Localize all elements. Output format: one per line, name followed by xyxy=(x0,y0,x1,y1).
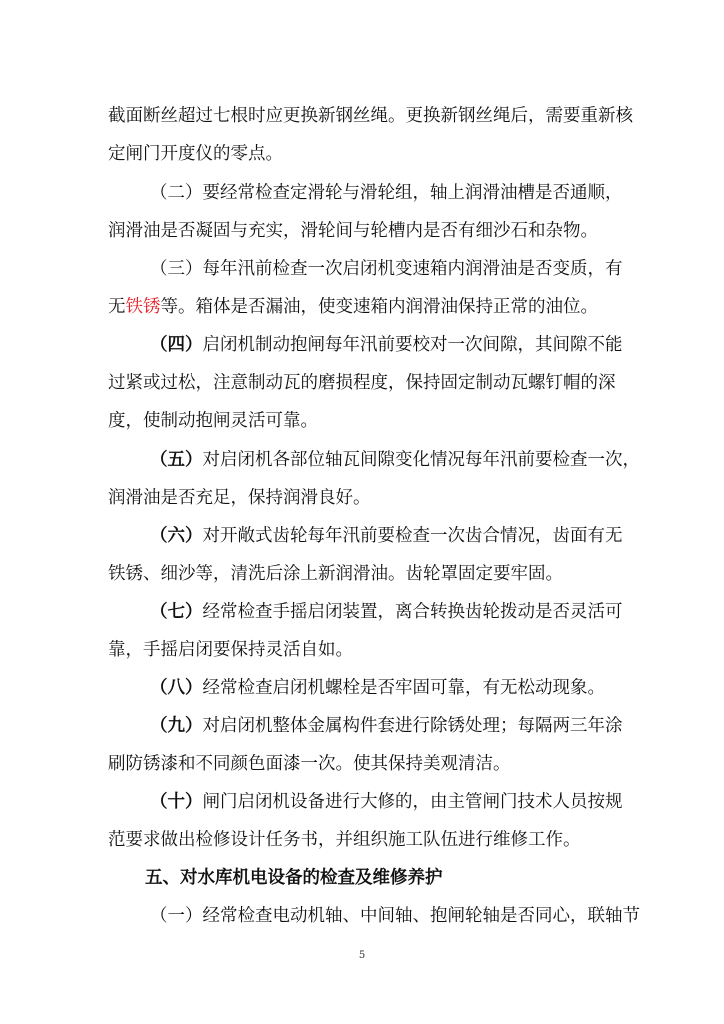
item-number: （八） xyxy=(150,678,203,698)
text-span: 对启闭机整体金属构件套进行除锈处理；每隔两三年涂 xyxy=(202,716,623,736)
text-span: 经常检查手摇启闭装置，离合转换齿轮拨动是否灵活可 xyxy=(202,602,623,622)
text-line: 范要求做出检修设计任务书，并组织施工队伍进行维修工作。 xyxy=(108,830,581,850)
item-number: （三） xyxy=(150,259,203,279)
item-number: （七） xyxy=(150,602,203,622)
text-span: 对开敞式齿轮每年汛前要检查一次齿合情况，齿面有无 xyxy=(202,526,623,546)
item-number: （十） xyxy=(150,792,203,812)
text-line: 定闸门开度仪的零点。 xyxy=(108,144,283,164)
text-span: 闸门启闭机设备进行大修的，由主管闸门技术人员按规 xyxy=(202,792,623,812)
paragraph-8-line-1 xyxy=(0,676,724,700)
item-number: （一） xyxy=(150,906,203,926)
text-line: 铁锈、细沙等，清洗后涂上新润滑油。齿轮罩固定要牢固。 xyxy=(108,564,563,584)
page-number: 5 xyxy=(358,950,366,961)
text-span: 经常检查电动机轴、中间轴、抱闸轮轴是否同心，联轴节 xyxy=(202,906,640,926)
paragraph-10-line-1 xyxy=(0,790,724,814)
section-heading: 五、对水库机电设备的检查及维修养护 xyxy=(145,868,443,888)
paragraph-9-line-1 xyxy=(0,714,724,738)
text-line: 润滑油是否充足，保持润滑良好。 xyxy=(108,488,371,508)
text-line: 截面断丝超过七根时应更换新钢丝绳。更换新钢丝绳后，需要重新核 xyxy=(108,106,633,126)
item-number: （五） xyxy=(150,450,203,470)
text-line: 润滑油是否凝固与充实，滑轮间与轮槽内是否有细沙石和杂物。 xyxy=(108,221,598,241)
item-number: （九） xyxy=(150,716,203,736)
text-line: 过紧或过松，注意制动瓦的磨损程度，保持固定制动瓦螺钉帽的深 xyxy=(108,373,616,393)
paragraph-2-line-1 xyxy=(0,181,724,205)
text-span: 对启闭机各部位轴瓦间隙变化情况每年汛前要检查一次， xyxy=(202,450,640,470)
text-span: 每年汛前检查一次启闭机变速箱内润滑油是否变质，有 xyxy=(202,259,623,279)
paragraph-6-line-1 xyxy=(0,524,724,548)
paragraph-7-line-1 xyxy=(0,600,724,624)
text-line: 靠，手摇启闭要保持灵活自如。 xyxy=(108,640,353,660)
text-span: 等。箱体是否漏油，使变速箱内润滑油保持正常的油位。 xyxy=(160,297,598,317)
text-span: 经常检查启闭机螺栓是否牢固可靠，有无松动现象。 xyxy=(202,678,605,698)
text-line: 刷防锈漆和不同颜色面漆一次。使其保持美观清洁。 xyxy=(108,754,511,774)
section-5-paragraph-1-line-1 xyxy=(0,904,724,928)
text-span: 无 xyxy=(108,297,126,317)
text-line: 度，使制动抱闸灵活可靠。 xyxy=(108,411,318,431)
paragraph-3-line-1 xyxy=(0,257,724,281)
text-span: 要经常检查定滑轮与滑轮组，轴上润滑油槽是否通顺， xyxy=(202,183,623,203)
paragraph-5-line-1 xyxy=(0,448,724,472)
paragraph-3-line-2 xyxy=(0,295,724,319)
item-number: （二） xyxy=(150,183,203,203)
item-number: （四） xyxy=(150,335,203,355)
highlighted-text: 铁锈 xyxy=(125,297,161,317)
text-span: 启闭机制动抱闸每年汛前要校对一次间隙，其间隙不能 xyxy=(202,335,623,355)
item-number: （六） xyxy=(150,526,203,546)
paragraph-4-line-1 xyxy=(0,333,724,357)
